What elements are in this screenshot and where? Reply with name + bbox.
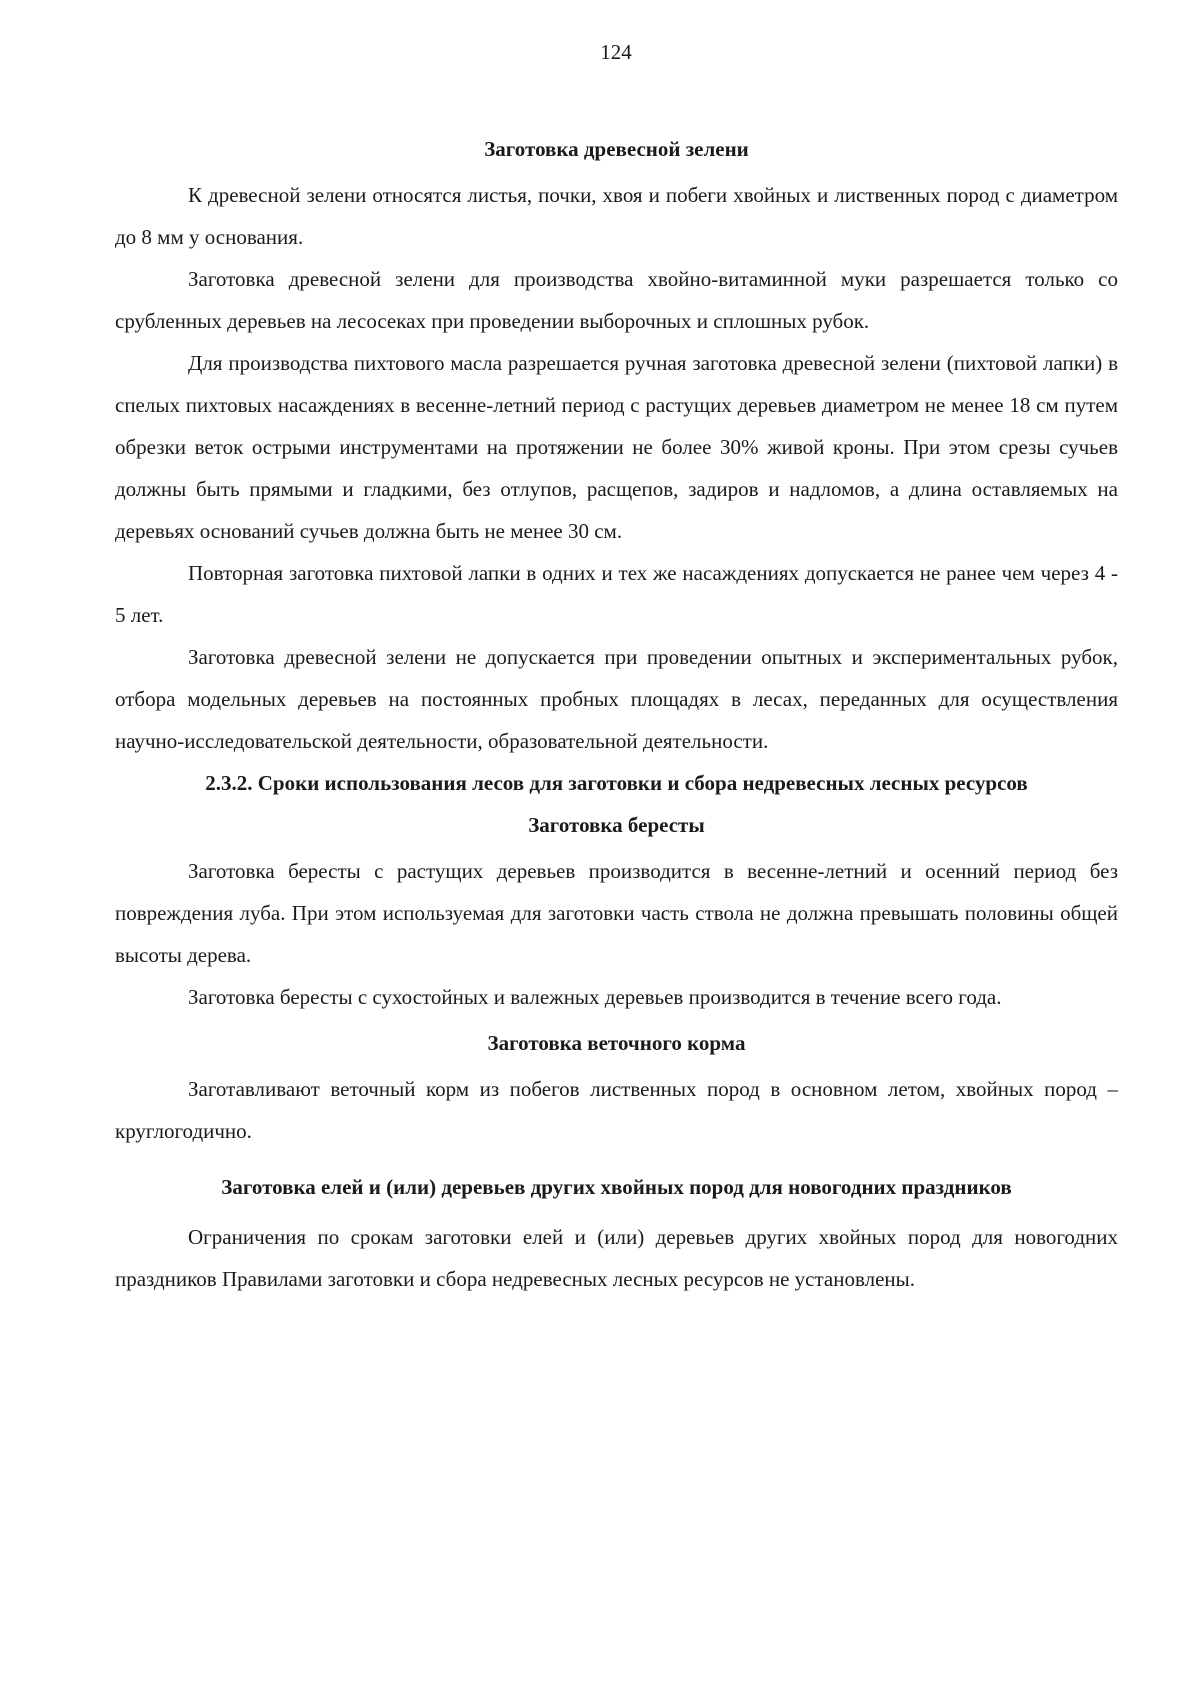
page-content (115, 128, 1118, 1300)
paragraph-branch-feed: Заготавливают веточный корм из побегов лиственных пород в основном летом, хвойных пород – круглогодично. (115, 1077, 1118, 1143)
paragraph-not-allowed: Заготовка древесной зелени не допускается при проведении опытных и экспериментальных рубок, отбора модельных деревьев на постоянных пробных площадях в лесах, переданных для осуществления научно-исследовательской деятельности, образовательной деятельности. (115, 645, 1118, 753)
heading-christmas-trees: Заготовка елей и (или) деревьев других хвойных пород для новогодних праздников (221, 1175, 1012, 1199)
paragraph-greenery-flour: Заготовка древесной зелени для производства хвойно-витаминной муки разрешается только со срубленных деревьев на лесосеках при проведении выборочных и сплошных рубок. (115, 267, 1118, 333)
page-number: 124 (600, 40, 632, 64)
paragraph-greenery-definition: К древесной зелени относятся листья, почки, хвоя и побеги хвойных и лиственных пород с диаметром до 8 мм у основания. (115, 183, 1118, 249)
paragraph-birch-bark-living: Заготовка бересты с растущих деревьев производится в весенне-летний и осенний период без повреждения луба. При этом используемая для заготовки часть ствола не должна превышать половины общей высоты дерева. (115, 859, 1118, 967)
paragraph-fir-oil: Для производства пихтового масла разрешается ручная заготовка древесной зелени (пихтовой лапки) в спелых пихтовых насаждениях в весенне-летний период с растущих деревьев диаметром не менее 18 см путем обрезки веток острыми инструментами на протяжении не более 30% живой кроны. При этом срезы сучьев должны быть прямыми и гладкими, без отлупов, расщепов, задиров и надломов, а длина оставляемых на деревьях оснований сучьев должна быть не менее 30 см. (115, 351, 1118, 543)
heading-branch-feed: Заготовка веточного корма (487, 1031, 746, 1055)
heading-birch-bark: Заготовка бересты (528, 813, 705, 837)
paragraph-christmas-trees: Ограничения по срокам заготовки елей и (или) деревьев других хвойных пород для новогодних праздников Правилами заготовки и сбора недревесных лесных ресурсов не установлены. (115, 1225, 1118, 1291)
paragraph-birch-bark-dead: Заготовка бересты с сухостойных и валежных деревьев производится в течение всего года. (188, 985, 1002, 1009)
heading-wood-greenery: Заготовка древесной зелени (484, 137, 749, 161)
paragraph-repeat-harvest: Повторная заготовка пихтовой лапки в одних и тех же насаждениях допускается не ранее чем через 4 - 5 лет. (115, 561, 1118, 627)
section-heading-terms: 2.3.2. Сроки использования лесов для заготовки и сбора недревесных лесных ресурсов (205, 771, 1028, 795)
